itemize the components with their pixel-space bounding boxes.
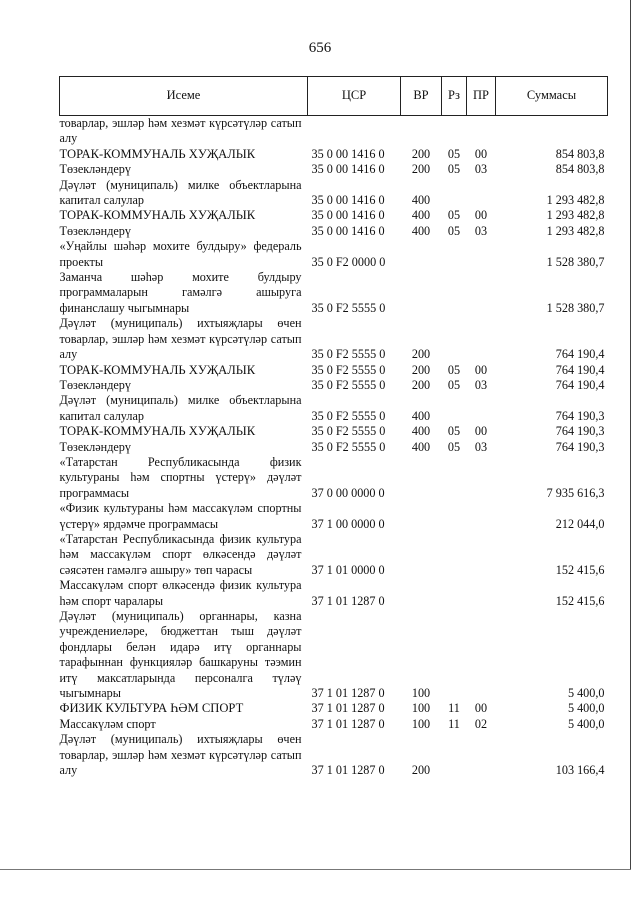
row-name-cell: Төзекләндерү <box>59 223 131 238</box>
row-sum-cell: 5 400,0 <box>567 716 605 731</box>
row-rz-cell <box>442 316 467 362</box>
row-csr-cell: 35 0 F2 5555 0 <box>311 424 386 439</box>
row-vr-cell: 200 <box>411 146 431 161</box>
row-pr-cell: 00 <box>474 701 488 716</box>
row-sum-cell: 152 415,6 <box>555 593 605 608</box>
row-pr-cell <box>467 609 496 701</box>
table-row <box>60 208 608 223</box>
row-pr-cell <box>467 270 496 316</box>
row-pr-cell <box>467 239 496 270</box>
row-sum-cell: 5 400,0 <box>567 701 605 716</box>
row-csr-cell: 35 0 F2 5555 0 <box>311 377 386 392</box>
table-row <box>60 378 608 393</box>
row-csr-cell: 37 1 01 1287 0 <box>311 763 385 778</box>
row-name-cell: «Физик культураны һәм массакүләм спортны үстерү» ярдәмче программасы <box>59 501 302 531</box>
row-pr-cell: 00 <box>474 362 488 377</box>
row-rz-cell: 05 <box>447 439 461 454</box>
row-sum-cell: 764 190,3 <box>555 408 605 423</box>
row-sum-cell: 1 293 482,8 <box>546 208 605 223</box>
row-name-cell: Дәүләт (муниципаль) ихтыяҗлары өчен товарлар, эшләр һәм хезмәт күрсәтүләр сатып алу <box>59 316 302 362</box>
header-vr: ВР <box>401 77 442 116</box>
row-pr-cell <box>467 116 496 147</box>
row-rz-cell <box>442 116 467 147</box>
row-sum-cell <box>496 116 608 147</box>
row-sum-cell: 764 190,3 <box>555 424 605 439</box>
row-vr-cell: 100 <box>411 701 431 716</box>
row-csr-cell: 37 1 01 1287 0 <box>311 716 385 731</box>
row-name-cell: Төзекләндерү <box>59 162 131 177</box>
row-csr-cell: 35 0 F2 5555 0 <box>311 300 386 315</box>
row-pr-cell <box>467 316 496 362</box>
row-vr-cell <box>401 270 442 316</box>
row-rz-cell <box>442 732 467 778</box>
row-rz-cell: 05 <box>447 377 461 392</box>
row-pr-cell <box>467 732 496 778</box>
header-sum: Суммасы <box>496 77 608 116</box>
row-pr-cell <box>467 455 496 501</box>
row-name-cell: ТОРАК-КОММУНАЛЬ ХУҖАЛЫК <box>59 424 256 439</box>
row-pr-cell: 00 <box>474 424 488 439</box>
row-vr-cell: 100 <box>411 686 431 701</box>
row-sum-cell: 5 400,0 <box>567 686 605 701</box>
row-sum-cell: 1 528 380,7 <box>546 254 605 269</box>
table-row <box>60 732 608 778</box>
row-vr-cell: 200 <box>411 162 431 177</box>
row-csr-cell: 37 1 01 0000 0 <box>311 562 385 577</box>
row-rz-cell: 05 <box>447 208 461 223</box>
row-name-cell: товарлар, эшләр һәм хезмәт күрсәтүләр сатып алу <box>59 116 302 146</box>
table-row <box>60 717 608 732</box>
row-name-cell: Дәүләт (муниципаль) милке объектларына капитал салулар <box>59 177 302 208</box>
table-row <box>60 147 608 162</box>
row-vr-cell <box>401 501 442 532</box>
table-header-row <box>60 77 608 116</box>
row-vr-cell: 200 <box>411 347 431 362</box>
table-row <box>60 609 608 701</box>
row-name-cell: Заманча шәһәр мохите булдыру программаларын гамәлгә ашыруга финанслашу чыгымнары <box>59 270 302 315</box>
row-rz-cell: 05 <box>447 424 461 439</box>
page-bottom-edge <box>0 869 631 870</box>
row-name-cell: ФИЗИК КУЛЬТУРА ҺӘМ СПОРТ <box>59 701 244 716</box>
row-csr-cell <box>308 116 401 147</box>
row-sum-cell: 103 166,4 <box>555 763 605 778</box>
row-csr-cell: 37 1 01 1287 0 <box>311 686 385 701</box>
row-pr-cell: 03 <box>474 377 488 392</box>
row-sum-cell: 152 415,6 <box>555 562 605 577</box>
row-sum-cell: 854 803,8 <box>555 146 605 161</box>
row-vr-cell: 200 <box>411 377 431 392</box>
row-csr-cell: 35 0 F2 5555 0 <box>311 347 386 362</box>
table-row <box>60 424 608 439</box>
row-name-cell: Дәүләт (муниципаль) ихтыяҗлары өчен товарлар, эшләр һәм хезмәт күрсәтүләр сатып алу <box>59 732 302 778</box>
row-pr-cell <box>467 501 496 532</box>
row-name-cell: Дәүләт (муниципаль) милке объектларына капитал салулар <box>59 393 302 423</box>
row-csr-cell: 35 0 00 1416 0 <box>311 162 385 177</box>
row-sum-cell: 1 293 482,8 <box>546 223 605 238</box>
row-sum-cell: 1 528 380,7 <box>546 300 605 315</box>
page-number: 656 <box>308 40 332 56</box>
row-rz-cell: 05 <box>447 146 461 161</box>
row-csr-cell: 37 0 00 0000 0 <box>311 485 385 500</box>
row-csr-cell: 37 1 00 0000 0 <box>311 516 385 531</box>
row-sum-cell: 764 190,4 <box>555 347 605 362</box>
row-pr-cell: 00 <box>474 146 488 161</box>
row-pr-cell: 03 <box>474 439 488 454</box>
table-row <box>60 393 608 424</box>
row-rz-cell: 11 <box>448 716 460 731</box>
row-pr-cell <box>467 178 496 209</box>
row-name-cell: «Татарстан Республикасында физик культура һәм массакүләм спорт өлкәсендә дәүләт сәясәтен гамәлгә ашыру» төп чарасы <box>59 531 302 577</box>
row-vr-cell <box>401 239 442 270</box>
row-vr-cell: 400 <box>411 424 431 439</box>
row-vr-cell: 400 <box>411 208 431 223</box>
row-pr-cell <box>467 393 496 424</box>
table-row <box>60 455 608 501</box>
row-rz-cell <box>442 532 467 578</box>
row-rz-cell <box>442 178 467 209</box>
row-csr-cell: 37 1 01 1287 0 <box>311 593 385 608</box>
row-vr-cell: 400 <box>411 408 431 423</box>
row-csr-cell: 35 0 00 1416 0 <box>311 193 385 208</box>
table-row <box>60 501 608 532</box>
row-csr-cell: 37 1 01 1287 0 <box>311 701 385 716</box>
row-vr-cell <box>401 532 442 578</box>
row-vr-cell: 200 <box>411 362 431 377</box>
budget-table <box>59 76 608 778</box>
row-vr-cell <box>401 578 442 609</box>
header-rz: Рз <box>442 77 467 116</box>
table-row <box>60 270 608 316</box>
row-sum-cell: 7 935 616,3 <box>546 485 605 500</box>
row-vr-cell: 400 <box>411 193 431 208</box>
row-sum-cell: 764 190,4 <box>555 362 605 377</box>
row-rz-cell: 05 <box>447 223 461 238</box>
table-row <box>60 363 608 378</box>
row-sum-cell: 854 803,8 <box>555 162 605 177</box>
header-csr: ЦСР <box>308 77 401 116</box>
row-rz-cell <box>442 393 467 424</box>
table-row <box>60 578 608 609</box>
row-rz-cell <box>442 239 467 270</box>
table-row <box>60 224 608 239</box>
row-vr-cell <box>401 455 442 501</box>
row-name-cell: ТОРАК-КОММУНАЛЬ ХУҖАЛЫК <box>59 146 256 161</box>
table-row <box>60 440 608 455</box>
row-csr-cell: 35 0 F2 5555 0 <box>311 362 386 377</box>
row-csr-cell: 35 0 F2 5555 0 <box>311 439 386 454</box>
row-vr-cell: 400 <box>411 223 431 238</box>
row-pr-cell: 00 <box>474 208 488 223</box>
row-rz-cell: 05 <box>447 162 461 177</box>
row-rz-cell <box>442 609 467 701</box>
row-pr-cell: 03 <box>474 223 488 238</box>
table-body <box>60 116 608 779</box>
row-name-cell: Төзекләндерү <box>59 439 131 454</box>
row-csr-cell: 35 0 F2 5555 0 <box>311 408 386 423</box>
row-name-cell: Төзекләндерү <box>59 377 131 392</box>
row-csr-cell: 35 0 F2 0000 0 <box>311 254 386 269</box>
row-name-cell: ТОРАК-КОММУНАЛЬ ХУҖАЛЫК <box>59 208 256 223</box>
row-name-cell: «Уңайлы шәһәр мохите булдыру» федераль проекты <box>59 239 302 269</box>
row-vr-cell: 200 <box>411 763 431 778</box>
row-name-cell: «Татарстан Республикасында физик культураны һәм спортны үстерү» дәүләт программасы <box>59 454 302 500</box>
row-pr-cell: 02 <box>474 716 488 731</box>
row-vr-cell: 100 <box>411 716 431 731</box>
row-name-cell: Дәүләт (муниципаль) органнары, казна учреждениеләре, бюджеттан тыш дәүләт фондлары белән идарә итү органнары тарафыннан функцияләр башкаруны тәэмин итү максатларында персоналга түләү чыгымнары <box>59 609 302 701</box>
table-row <box>60 701 608 716</box>
row-csr-cell: 35 0 00 1416 0 <box>311 146 385 161</box>
row-sum-cell: 212 044,0 <box>555 516 605 531</box>
table-row <box>60 316 608 362</box>
row-sum-cell: 764 190,4 <box>555 377 605 392</box>
row-vr-cell: 400 <box>411 439 431 454</box>
row-rz-cell: 05 <box>447 362 461 377</box>
table-row <box>60 239 608 270</box>
row-rz-cell <box>442 578 467 609</box>
row-sum-cell: 1 293 482,8 <box>546 193 605 208</box>
header-name: Исеме <box>60 77 308 116</box>
row-rz-cell <box>442 501 467 532</box>
row-csr-cell: 35 0 00 1416 0 <box>311 208 385 223</box>
table-row <box>60 116 608 147</box>
page-right-edge <box>630 0 631 870</box>
row-pr-cell: 03 <box>474 162 488 177</box>
row-csr-cell: 35 0 00 1416 0 <box>311 223 385 238</box>
row-vr-cell <box>401 116 442 147</box>
row-rz-cell: 11 <box>448 701 460 716</box>
row-rz-cell <box>442 270 467 316</box>
row-name-cell: Массакүләм спорт өлкәсендә физик культура һәм спорт чаралары <box>59 578 302 608</box>
table-row <box>60 162 608 177</box>
row-rz-cell <box>442 455 467 501</box>
row-sum-cell: 764 190,3 <box>555 439 605 454</box>
header-pr: ПР <box>467 77 496 116</box>
table-row <box>60 532 608 578</box>
row-pr-cell <box>467 578 496 609</box>
row-name-cell: ТОРАК-КОММУНАЛЬ ХУҖАЛЫК <box>59 362 256 377</box>
row-name-cell: Массакүләм спорт <box>59 716 156 731</box>
table-row <box>60 178 608 209</box>
row-pr-cell <box>467 532 496 578</box>
